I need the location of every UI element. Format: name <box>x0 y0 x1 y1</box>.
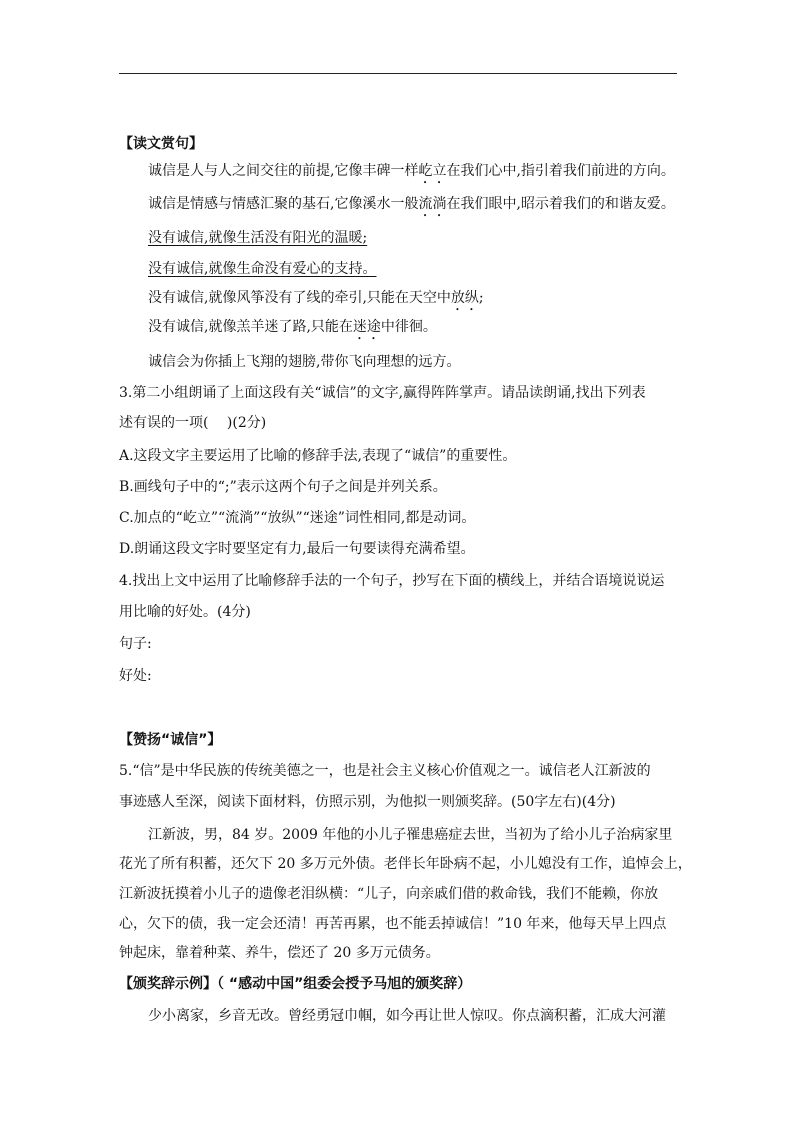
citation-heading: 【颁奖辞示例】（ “感动中国”组委会授予马旭的颁奖辞） <box>119 976 472 992</box>
header-rule <box>119 73 677 74</box>
q3-line-1: 3.第二小组朗诵了上面这段有关“诚信”的文字,赢得阵阵掌声。请品读朗诵,找出下列表 <box>119 385 646 401</box>
q3-option-a: A.这段文字主要运用了比喻的修辞手法,表现了“诚信”的重要性。 <box>119 448 517 464</box>
passage-line-5: 没有诚信,就像风筝没有了线的牵引,只能在天空中放纵; <box>148 290 484 306</box>
q5-line-1: 5.“信”是中华民族的传统美德之一，也是社会主义核心价值观之一。诚信老人江新波的 <box>119 763 651 779</box>
q4-benefit-label: 好处: <box>119 668 152 684</box>
story-line-2: 花光了所有积蓄，还欠下 20 多万元外债。老伴长年卧病不起，小儿媳没有工作，追悼会上， <box>119 856 692 872</box>
q3-line-2: 述有误的一项( )(2分) <box>119 415 267 431</box>
q4-line-2: 用比喻的好处。(4分) <box>119 604 251 620</box>
q4-sentence-label: 句子: <box>119 636 152 652</box>
story-line-4: 心，欠下的债，我一定会还清！再苦再累，也不能丢掉诚信！”10 年来，他每天早上四点 <box>119 916 667 932</box>
citation-example-line: 少小离家，乡音无改。曾经勇冠巾帼，如今再让世人惊叹。你点滴积蓄，汇成大河灌 <box>148 1008 666 1024</box>
passage-line-2: 诚信是情感与情感汇聚的基石,它像溪水一般流淌在我们眼中,昭示着我们的和谐友爱。 <box>148 196 675 212</box>
story-line-1: 江新波，男，84 岁。2009 年他的小儿子罹患癌症去世，当初为了给小儿子治病家里 <box>148 827 673 843</box>
q3-option-d: D.朗诵这段文字时要坚定有力,最后一句要读得充满希望。 <box>119 541 475 557</box>
passage-line-4-underlined: 没有诚信,就像生命没有爱心的支持。 <box>148 261 377 277</box>
story-line-3: 江新波抚摸着小儿子的遗像老泪纵横：“儿子，向亲戚们借的救命钱，我们不能赖，你放 <box>119 886 659 902</box>
passage-line-1: 诚信是人与人之间交往的前提,它像丰碑一样屹立在我们心中,指引着我们前进的方向。 <box>148 163 675 179</box>
story-line-5: 钟起床，靠着种菜、养牛，偿还了 20 多万元债务。 <box>119 945 440 961</box>
q4-line-1: 4.找出上文中运用了比喻修辞手法的一个句子，抄写在下面的横线上，并结合语境说说运 <box>119 573 665 589</box>
q5-line-2: 事迹感人至深，阅读下面材料，仿照示别，为他拟一则颁奖辞。(50字左右)(4分) <box>119 794 616 810</box>
q3-option-b: B.画线句子中的“;”表示这两个句子之间是并列关系。 <box>119 479 447 495</box>
q3-option-c: C.加点的“屹立”“流淌”“放纵”“迷途”词性相同,都是动词。 <box>119 510 476 526</box>
section-heading-reading: 【读文赏句】 <box>119 136 203 152</box>
passage-line-3-underlined: 没有诚信,就像生活没有阳光的温暖; <box>148 230 368 246</box>
passage-line-6: 没有诚信,就像羔羊迷了路,只能在迷途中徘徊。 <box>148 319 437 335</box>
section-heading-praise: 【赞扬“诚信”】 <box>119 732 222 748</box>
passage-line-7: 诚信会为你插上飞翔的翅膀,带你飞向理想的远方。 <box>148 354 461 370</box>
